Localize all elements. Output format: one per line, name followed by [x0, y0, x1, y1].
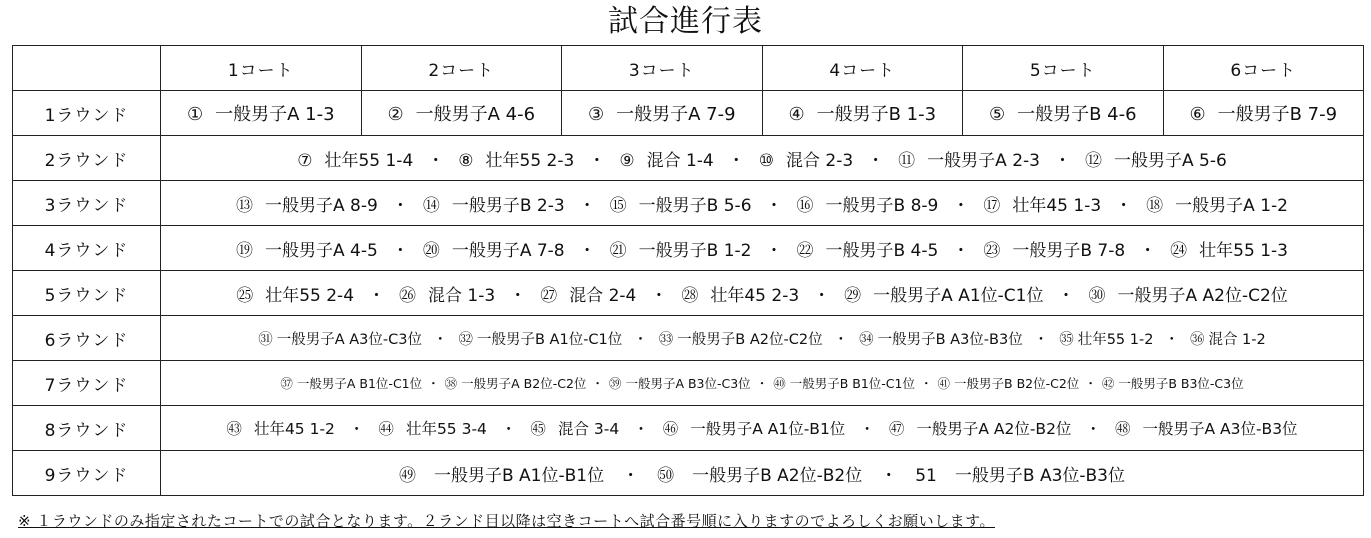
court-header: 1コート — [161, 46, 362, 91]
match-number: ⑥ — [1189, 104, 1206, 125]
round-label: 6ラウンド — [13, 316, 161, 361]
match-number: ㊵ — [773, 376, 786, 391]
match-text: 一般男子A B1位-C1位 — [296, 376, 423, 391]
match-text: 一般男子A A2位-C2位 — [1117, 285, 1288, 306]
match-list-cell — [161, 316, 1364, 361]
match-text: 一般男子B A1位-B1位 — [433, 465, 605, 486]
match-text: 混合 1-2 — [1208, 331, 1266, 348]
round-label: 5ラウンド — [13, 271, 161, 316]
match-text: 混合 1-4 — [646, 150, 714, 171]
match-text: 壮年55 1-3 — [1199, 240, 1288, 261]
match-number: ③ — [587, 104, 605, 125]
round-label: 4ラウンド — [13, 226, 161, 271]
round-row — [13, 316, 1364, 361]
match-text: 一般男子B A1位-C1位 — [477, 331, 623, 348]
match-number: ㊱ — [1189, 331, 1205, 348]
match-number: ⑤ — [988, 104, 1006, 125]
match-number: ⑲ — [236, 240, 254, 261]
match-text: 混合 3-4 — [557, 420, 620, 438]
match-number: ㊳ — [444, 376, 458, 391]
match-number: ㉜ — [458, 331, 473, 348]
match-text: 一般男子B 5-6 — [638, 195, 752, 216]
match-text: 一般男子A A1位-B1位 — [690, 420, 846, 438]
match-list-cell — [161, 226, 1364, 271]
separator: ・ — [391, 240, 409, 261]
separator: ・ — [755, 376, 769, 391]
corner-cell — [13, 46, 161, 91]
match-text: 壮年55 2-4 — [265, 285, 355, 306]
match-number: ㊽ — [1114, 420, 1131, 438]
match-number: ⑫ — [1084, 150, 1102, 171]
match-text: 一般男子A 4-6 — [415, 104, 536, 125]
separator: ・ — [391, 195, 409, 216]
separator: ・ — [578, 195, 596, 216]
match-text: 一般男子A A3位-C3位 — [276, 331, 422, 348]
match-text: 一般男子B A3位-B3位 — [954, 465, 1125, 486]
match-cell — [1163, 91, 1364, 136]
match-text: 壮年45 1-2 — [253, 420, 335, 438]
separator: ・ — [633, 420, 649, 438]
match-number: ⑨ — [619, 150, 635, 171]
match-number: ㉖ — [399, 285, 417, 306]
match-number: ⑧ — [458, 150, 474, 171]
separator: ・ — [952, 195, 970, 216]
separator: ・ — [859, 420, 875, 438]
match-text: 一般男子A 8-9 — [265, 195, 378, 216]
match-number: ㊲ — [280, 376, 293, 391]
separator: ・ — [427, 376, 440, 391]
court-header: 6コート — [1163, 46, 1364, 91]
separator: ・ — [952, 240, 970, 261]
match-cell — [361, 91, 562, 136]
match-number: ㉗ — [540, 285, 558, 306]
match-schedule-table — [12, 45, 1364, 496]
match-number: ⑰ — [983, 195, 1001, 216]
match-cell — [562, 91, 763, 136]
separator: ・ — [622, 465, 640, 486]
match-number: ㉚ — [1088, 285, 1106, 306]
separator: ・ — [650, 285, 668, 306]
match-number: ㉘ — [681, 285, 699, 306]
match-list-cell — [161, 181, 1364, 226]
separator: ・ — [348, 420, 365, 438]
separator: ・ — [633, 331, 648, 348]
separator: ・ — [1053, 150, 1071, 171]
court-header: 3コート — [562, 46, 763, 91]
match-number: ⑭ — [422, 195, 440, 216]
match-text: 混合 2-3 — [786, 150, 854, 171]
match-number: ⑳ — [422, 240, 440, 261]
match-number: ㊾ — [398, 465, 416, 486]
match-number: ㊴ — [608, 376, 622, 391]
separator: ・ — [368, 285, 386, 306]
match-text: 壮年55 1-4 — [324, 150, 414, 171]
match-text: 一般男子B 7-9 — [1217, 104, 1338, 125]
separator: ・ — [880, 465, 898, 486]
separator: ・ — [509, 285, 527, 306]
round-row — [13, 271, 1364, 316]
match-cell — [762, 91, 963, 136]
match-text: 一般男子A A2位-B2位 — [916, 420, 1072, 438]
separator: ・ — [1085, 420, 1101, 438]
match-text: 一般男子A 5-6 — [1113, 150, 1227, 171]
match-number: ⑦ — [297, 150, 313, 171]
court-header: 2コート — [361, 46, 562, 91]
match-list-cell — [161, 406, 1364, 451]
match-text: 一般男子B A2位-C2位 — [677, 331, 823, 348]
match-text: 一般男子A A1位-C1位 — [873, 285, 1044, 306]
round-label: 7ラウンド — [13, 361, 161, 406]
separator: ・ — [500, 420, 517, 438]
match-number: ㊿ — [657, 465, 675, 486]
separator: ・ — [1115, 195, 1133, 216]
separator: ・ — [433, 331, 448, 348]
match-number: ㉝ — [658, 331, 674, 348]
footnote: ※ １ラウンドのみ指定されたコートでの試合となります。２ランド目以降は空きコートへ試合番号順に入りますのでよろしくお願いします。 — [18, 512, 995, 530]
match-cell — [161, 91, 362, 136]
match-text: 一般男子A B2位-C2位 — [461, 376, 587, 391]
match-number: ㉞ — [859, 331, 874, 348]
round-row — [13, 226, 1364, 271]
round-label: 9ラウンド — [13, 451, 161, 496]
match-list-cell — [161, 136, 1364, 181]
match-text: 一般男子B 2-3 — [451, 195, 565, 216]
match-text: 一般男子B 1-3 — [816, 104, 937, 125]
match-number: ① — [186, 104, 204, 125]
round-row — [13, 91, 1364, 136]
match-number: ㉓ — [983, 240, 1001, 261]
match-number: ㊼ — [888, 420, 905, 438]
separator: ・ — [813, 285, 831, 306]
court-header: 4コート — [762, 46, 963, 91]
match-number: ② — [387, 104, 404, 125]
page-title: 試合進行表 — [608, 4, 763, 39]
match-number: ㉟ — [1059, 331, 1074, 348]
match-number: ⑯ — [796, 195, 814, 216]
match-text: 壮年45 2-3 — [710, 285, 800, 306]
round-row — [13, 451, 1364, 496]
separator: ・ — [1057, 285, 1075, 306]
round-row — [13, 361, 1364, 406]
separator: ・ — [765, 240, 783, 261]
match-text: 一般男子B 8-9 — [825, 195, 939, 216]
match-cell — [963, 91, 1164, 136]
match-text: 一般男子A 2-3 — [927, 150, 1040, 171]
match-number: ⑱ — [1146, 195, 1164, 216]
match-list-cell — [161, 271, 1364, 316]
separator: ・ — [867, 150, 885, 171]
court-header: 5コート — [963, 46, 1164, 91]
court-header-row — [13, 46, 1364, 91]
separator: ・ — [765, 195, 783, 216]
match-text: 一般男子A 4-5 — [265, 240, 378, 261]
match-number: ㊹ — [378, 420, 394, 438]
round-label: 1ラウンド — [13, 91, 161, 136]
match-text: 壮年55 2-3 — [485, 150, 575, 171]
round-row — [13, 136, 1364, 181]
match-number: ㉕ — [236, 285, 254, 306]
separator: ・ — [1164, 331, 1179, 348]
match-number: ㊻ — [662, 420, 679, 438]
match-number: ㊺ — [530, 420, 546, 438]
match-text: 混合 1-3 — [428, 285, 496, 306]
match-text: 一般男子B 4-6 — [1017, 104, 1137, 125]
match-text: 一般男子A A3位-B3位 — [1142, 420, 1298, 438]
match-text: 壮年55 1-2 — [1077, 331, 1154, 348]
match-text: 一般男子B B2位-C2位 — [954, 376, 1080, 391]
separator: ・ — [1033, 331, 1049, 348]
match-text: 一般男子B 4-5 — [825, 240, 939, 261]
match-number: ㉒ — [796, 240, 814, 261]
round-row — [13, 406, 1364, 451]
match-text: 一般男子A 7-8 — [451, 240, 565, 261]
separator: ・ — [920, 376, 933, 391]
match-text: 一般男子A B3位-C3位 — [625, 376, 751, 391]
match-list-cell — [161, 361, 1364, 406]
match-number: 51 — [915, 465, 937, 486]
round-label: 3ラウンド — [13, 181, 161, 226]
match-number: ㉔ — [1170, 240, 1188, 261]
match-number: ㉙ — [844, 285, 862, 306]
match-list-cell — [161, 451, 1364, 496]
match-number: ㉑ — [609, 240, 627, 261]
round-label: 2ラウンド — [13, 136, 161, 181]
separator: ・ — [591, 376, 604, 391]
round-label: 8ラウンド — [13, 406, 161, 451]
match-text: 一般男子B 1-2 — [638, 240, 752, 261]
separator: ・ — [833, 331, 849, 348]
separator: ・ — [578, 240, 596, 261]
match-text: 壮年55 3-4 — [405, 420, 487, 438]
match-number: ⑩ — [758, 150, 774, 171]
match-text: 一般男子A 1-2 — [1175, 195, 1288, 216]
match-text: 壮年45 1-3 — [1012, 195, 1102, 216]
match-number: ④ — [788, 104, 805, 125]
match-text: 一般男子B 7-8 — [1012, 240, 1126, 261]
match-text: 一般男子B B3位-C3位 — [1118, 376, 1244, 391]
match-text: 一般男子B A3位-B3位 — [877, 331, 1023, 348]
match-text: 一般男子A 1-3 — [215, 104, 335, 125]
match-number: ㊶ — [937, 376, 951, 391]
match-number: ㊷ — [1101, 376, 1115, 391]
match-number: ⑬ — [236, 195, 254, 216]
match-text: 一般男子B A2位-B2位 — [692, 465, 863, 486]
match-number: ⑪ — [898, 150, 916, 171]
separator: ・ — [588, 150, 606, 171]
match-number: ⑮ — [609, 195, 627, 216]
separator: ・ — [1084, 376, 1097, 391]
match-text: 一般男子B B1位-C1位 — [789, 376, 915, 391]
separator: ・ — [427, 150, 445, 171]
round-row — [13, 181, 1364, 226]
match-number: ㉛ — [258, 331, 273, 348]
match-text: 混合 2-4 — [569, 285, 637, 306]
separator: ・ — [727, 150, 745, 171]
separator: ・ — [1139, 240, 1157, 261]
match-text: 一般男子A 7-9 — [616, 104, 736, 125]
match-number: ㊸ — [226, 420, 242, 438]
